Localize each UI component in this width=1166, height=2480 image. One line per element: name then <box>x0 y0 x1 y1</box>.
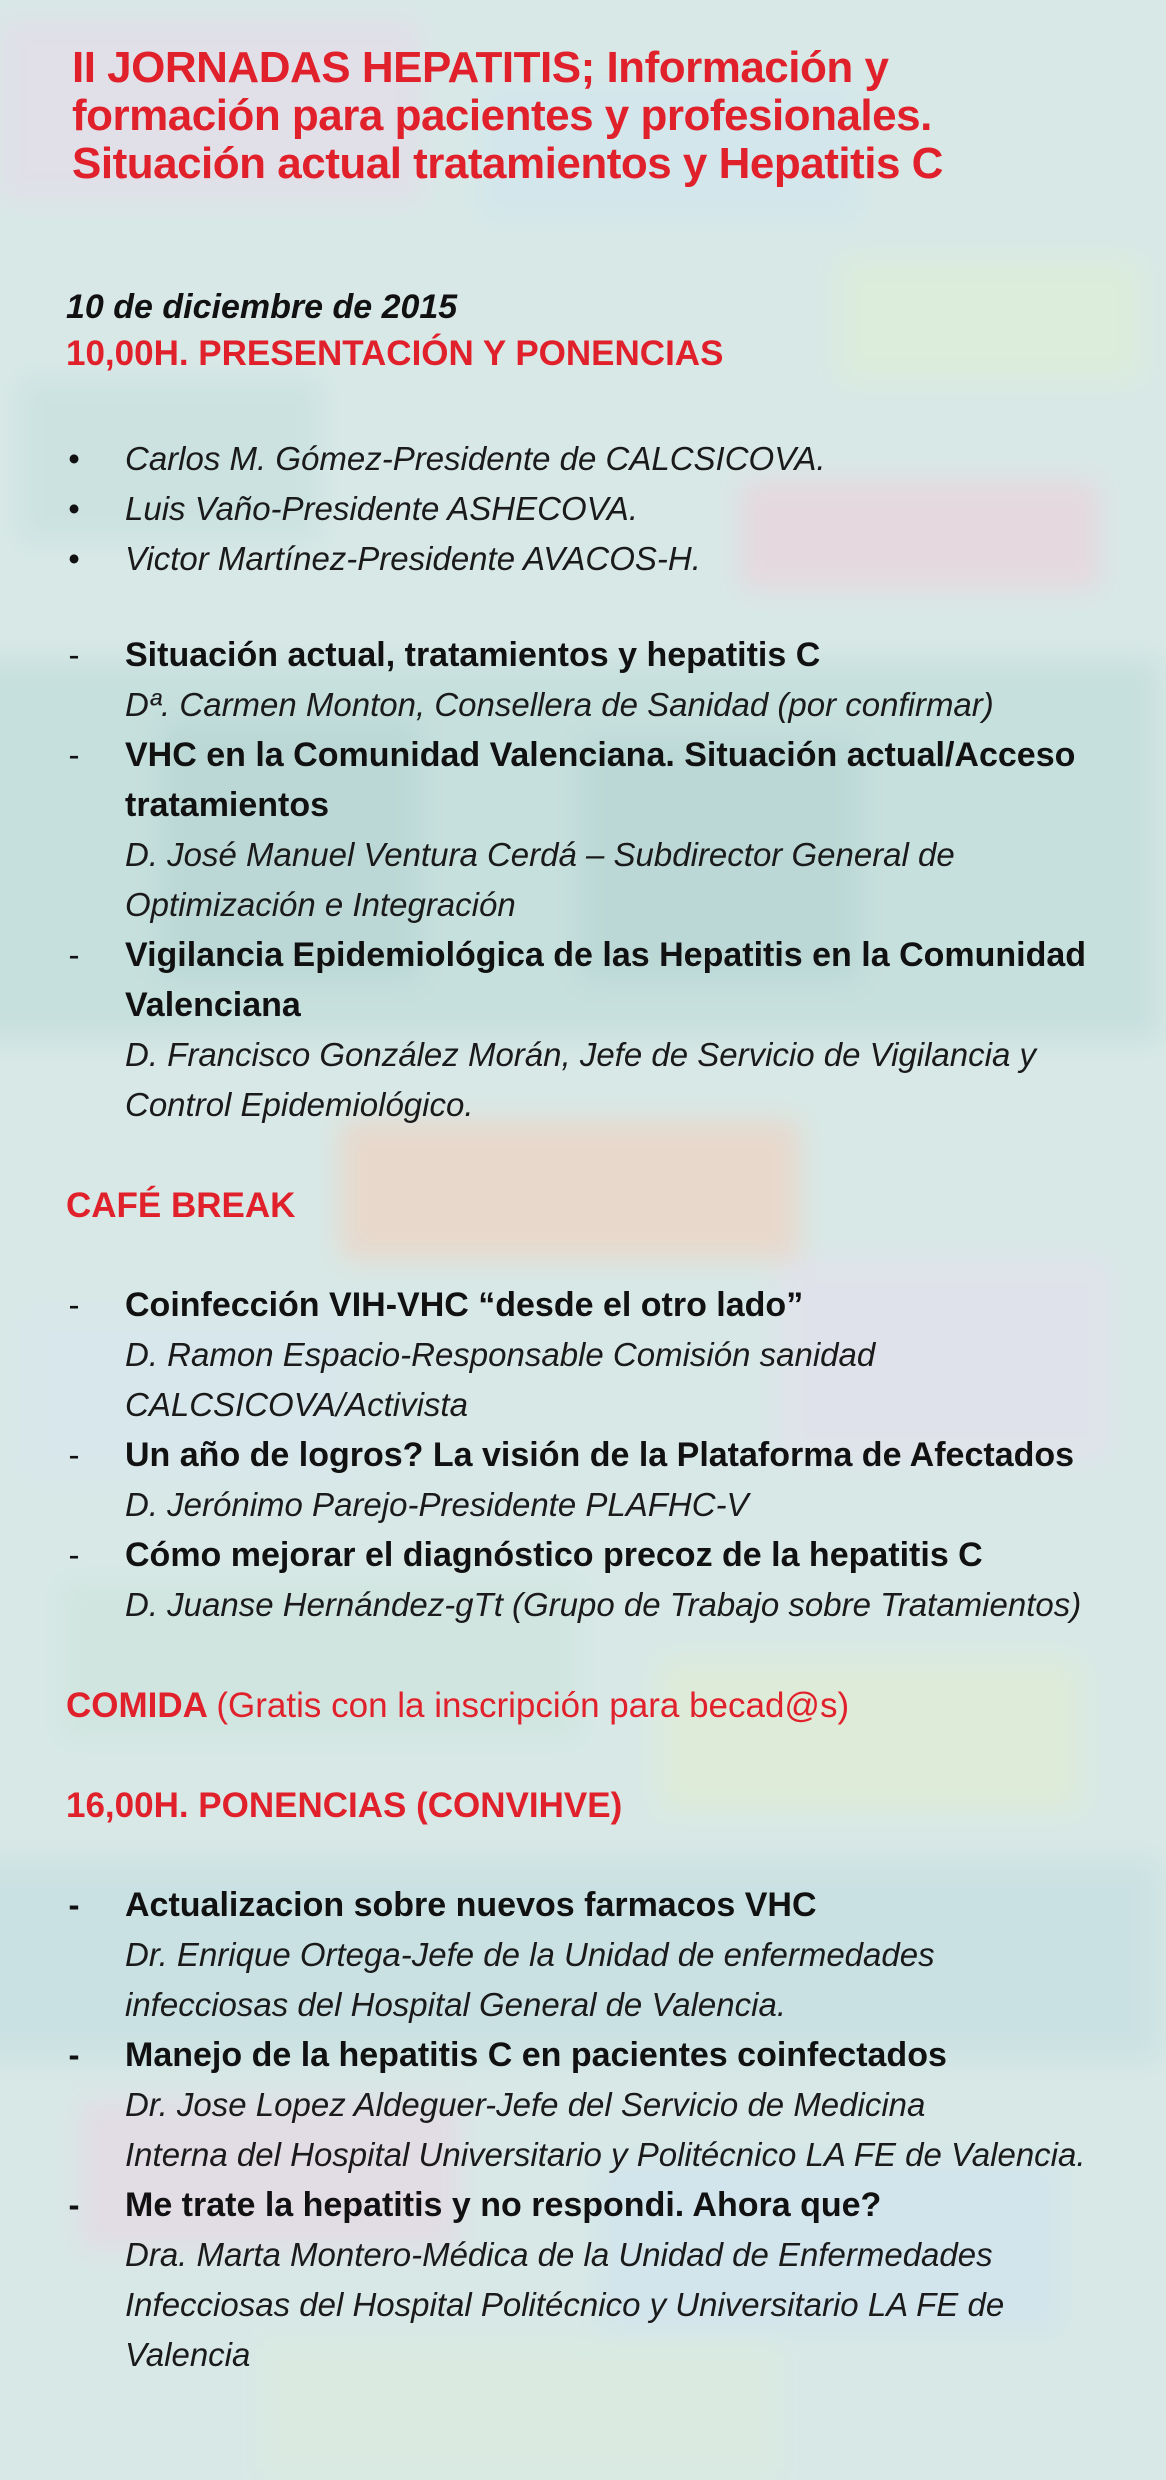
talk-speaker: Dr. Enrique Ortega-Jefe de la Unidad de enfermedades infecciosas del Hospital General de Valencia. <box>125 1936 935 2023</box>
talk-title: Cómo mejorar el diagnóstico precoz de la hepatitis C <box>125 1536 983 1574</box>
talk-speaker: Dª. Carmen Monton, Consellera de Sanidad (por confirmar) <box>125 686 994 723</box>
talk-title: VHC en la Comunidad Valenciana. Situación actual/Acceso tratamientos <box>125 736 1076 824</box>
presenter-name: Victor Martínez-Presidente AVACOS-H. <box>125 540 701 577</box>
talk-speaker: D. Ramon Espacio-Responsable Comisión sanidad CALCSICOVA/Activista <box>125 1336 876 1423</box>
dash-marker: - <box>68 1886 80 1923</box>
talk-speaker: D. Juanse Hernández-gTt (Grupo de Trabajo sobre Tratamientos) <box>125 1586 1082 1623</box>
event-title <box>72 44 1142 188</box>
talk-title: Coinfección VIH-VHC “desde el otro lado” <box>125 1286 804 1324</box>
dash-marker: - <box>68 2036 80 2073</box>
dash-marker: - <box>68 636 80 673</box>
talk-speaker: Dr. Jose Lopez Aldeguer-Jefe del Servicio de Medicina Interna del Hospital Universitario y Politécnico LA FE de Valencia. <box>125 2086 1086 2173</box>
presenter-name: Luis Vaño-Presidente ASHECOVA. <box>125 490 638 527</box>
talk-speaker: D. Francisco González Morán, Jefe de Servicio de Vigilancia y Control Epidemiológico. <box>125 1036 1036 1123</box>
bullet-marker: • <box>68 440 80 477</box>
dash-marker: - <box>68 2186 80 2223</box>
coffee-break-heading: CAFÉ BREAK <box>66 1186 296 1225</box>
talk-speaker: D. Jerónimo Parejo-Presidente PLAFHC-V <box>125 1486 749 1523</box>
bullet-marker: • <box>68 540 80 577</box>
talk-title: Vigilancia Epidemiológica de las Hepatitis en la Comunidad Valenciana <box>125 936 1087 1024</box>
morning-session-heading: 10,00H. PRESENTACIÓN Y PONENCIAS <box>66 334 724 373</box>
talk-title: Actualizacion sobre nuevos farmacos VHC <box>125 1886 817 1924</box>
talk-title: Un año de logros? La visión de la Plataforma de Afectados <box>125 1436 1075 1474</box>
talk-title: Situación actual, tratamientos y hepatitis C <box>125 636 821 674</box>
afternoon-session-heading: 16,00H. PONENCIAS (CONVIHVE) <box>66 1786 623 1825</box>
event-title-line: Situación actual tratamientos y Hepatitis C <box>72 139 943 188</box>
talk-title: Me trate la hepatitis y no respondi. Ahora que? <box>125 2186 882 2224</box>
lunch-heading <box>66 1686 849 1726</box>
event-date: 10 de diciembre de 2015 <box>66 288 458 326</box>
talk-title: Manejo de la hepatitis C en pacientes coinfectados <box>125 2036 947 2074</box>
talk-speaker: D. José Manuel Ventura Cerdá – Subdirector General de Optimización e Integración <box>125 836 955 923</box>
dash-marker: - <box>68 1536 80 1573</box>
event-title-line: II JORNADAS HEPATITIS; Información y <box>72 43 889 92</box>
dash-marker: - <box>68 936 80 973</box>
dash-marker: - <box>68 736 80 773</box>
lunch-label: COMIDA <box>66 1686 207 1725</box>
bullet-marker: • <box>68 490 80 527</box>
dash-marker: - <box>68 1436 80 1473</box>
talk-speaker: Dra. Marta Montero-Médica de la Unidad de Enfermedades Infecciosas del Hospital Politécnico y Universitario LA FE de Valencia <box>125 2236 1005 2373</box>
event-title-line: formación para pacientes y profesionales. <box>72 91 932 140</box>
presenter-name: Carlos M. Gómez-Presidente de CALCSICOVA. <box>125 440 826 477</box>
lunch-note: (Gratis con la inscripción para becad@s) <box>216 1686 850 1725</box>
dash-marker: - <box>68 1286 80 1323</box>
